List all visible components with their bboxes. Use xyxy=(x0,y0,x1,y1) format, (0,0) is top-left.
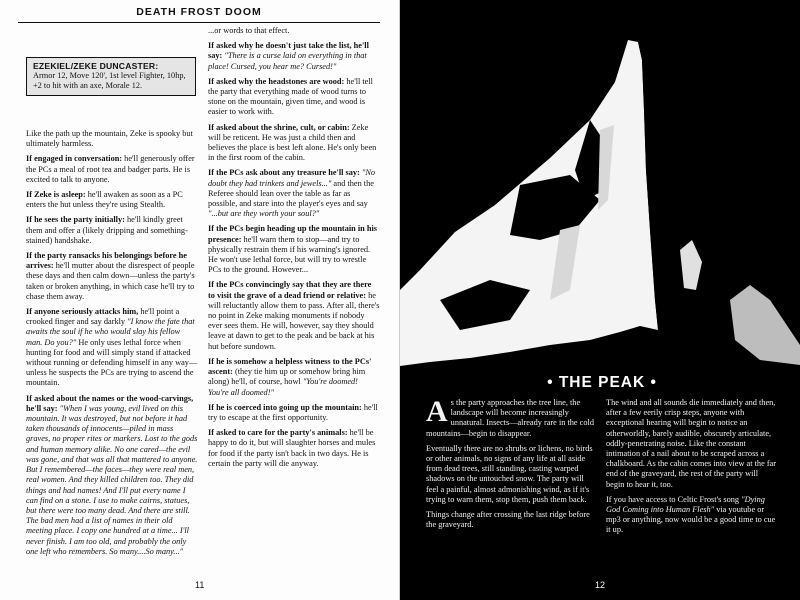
paragraph-lead: If asked why he doesn't just take the list, he'll say: xyxy=(208,41,369,61)
paragraph xyxy=(426,510,594,530)
paragraph xyxy=(26,215,198,246)
paragraph-text: s the party approaches the tree line, the landscape will become increasingly unnatural. Insects—already rare in the cold mountains—begin to disappear. xyxy=(426,398,594,438)
paragraph xyxy=(208,357,380,398)
paragraph-text: The wind and all sounds die immediately and then, after a few eerily crisp steps, anyone with exceptional hearing will begin to notice an otherworldly, barely audible, obscurely articulate, oddly-penetrating noise. Like the constant intimation of a nail about to be scraped across a chalkboard. As the cabin comes into view at the far end of the graveyard, the rest of the party will begin to hear it, too. xyxy=(606,398,777,489)
paragraph xyxy=(208,41,380,72)
paragraph-lead: If Zeke is asleep: xyxy=(26,190,86,200)
paragraph xyxy=(26,394,198,557)
paragraph xyxy=(208,428,380,469)
paragraph xyxy=(208,168,380,219)
paragraph xyxy=(606,495,778,536)
paragraph-lead: If asked to care for the party's animals: xyxy=(208,428,348,438)
paragraph xyxy=(208,26,380,36)
paragraph-lead: If the PCs begin heading up the mountain in his presence: xyxy=(208,224,377,244)
title-dot-right: • xyxy=(645,374,657,391)
paragraph-lead: If anyone seriously attacks him, xyxy=(26,307,139,317)
paragraph-lead: If the party ransacks his belongings before he arrives: xyxy=(26,251,187,271)
paragraph-lead: If he is coerced into going up the mountain: xyxy=(208,402,362,412)
paragraph-lead: If the PCs ask about any treasure he'll say: xyxy=(208,168,360,178)
quote: "When I was young, evil lived on this mountain. It was destroyed, but not before it had taken thousands of innocents—piled in mass graves, no proper rites or markers. Lost to the gods and human memory alike. No one cared—the evil was gone, and that was all that mattered to anyone. But I remembered—the faces—they were real men, real women. And they killed children too. They did things and had names! And I'll put every name I can find on a stone. I use to make cairns, statues, but there were too many dead. And there are still. The bad men had a list of names in their old meeting place. I copy one hundred at a time... I'll never finish. I am too old, and probably the only one left who remembers. So many....So many..." xyxy=(26,403,198,556)
paragraph xyxy=(426,444,594,505)
stat-block-stats: Armor 12, Move 120', 1st level Fighter, 10hp, +2 to hit with an axe, Morale 12. xyxy=(33,71,186,90)
paragraph-text: ...or words to that effect. xyxy=(208,26,290,35)
right-column-1 xyxy=(426,395,594,535)
paragraph-lead: If asked about the shrine, cult, or cabin: xyxy=(208,122,350,132)
paragraph-text: he'll warn them to stop—and try to physically restrain them if his warning's ignored. He won't use lethal force, but will try to wrestle PCs to the ground. However... xyxy=(208,234,371,275)
paragraph-text: Like the path up the mountain, Zeke is spooky but ultimately harmless. xyxy=(26,129,193,149)
quote: "I know the fate that awaits the soul if he who would slay his fellow man. Do you?" xyxy=(26,317,195,347)
drop-cap: A xyxy=(426,395,448,428)
paragraph xyxy=(208,123,380,164)
running-head: DEATH FROST DOOM xyxy=(18,6,380,23)
paragraph xyxy=(26,307,198,389)
paragraph-text: and then the Referee should lean over the table as far as possible, and stare into the player's eyes and say xyxy=(208,178,374,209)
paragraph xyxy=(208,224,380,275)
paragraph-text: he'll tell the party that everything made of wood turns to stone on the mountain, given time, and wood is easier to work with. xyxy=(208,76,373,117)
paragraph-text: he'll try to escape at the first opportunity. xyxy=(208,402,378,422)
paragraph-text: he'll kindly greet them and offer a (likely dripping and something-stained) handshake. xyxy=(26,215,188,245)
paragraph-text: he will reluctantly allow them to pass. After all, there's no point in Zeke making monuments if nobody ever sees them. He will, however, say they should leave at dawn to get to the peak and be back at his hut before sundown. xyxy=(208,290,380,351)
page-number-left: 11 xyxy=(195,580,205,590)
quote: "...but are they worth your soul?" xyxy=(208,209,320,219)
paragraph-lead: If he sees the party initially: xyxy=(26,215,125,225)
paragraph xyxy=(208,280,380,351)
section-title-the-peak: • THE PEAK • xyxy=(547,374,657,391)
stat-block-name: EZEKIEL/ZEKE DUNCASTER: xyxy=(33,61,159,71)
paragraph xyxy=(26,190,198,210)
paragraph-text: Eventually there are no shrubs or lichens, no birds or other animals, no signs of any life at all aside from dead trees, still standing, casting warped shadows on the untouched snow. The party will feel a painful, almost admonishing wind, as if it's trying to warn them, stop them, push them back. xyxy=(426,443,593,504)
left-column-2 xyxy=(208,26,380,474)
paragraph-text: Zeke will be reticent. He was just a child then and believes the place is best left alone. He's only been in the first room of the cabin. xyxy=(208,122,377,163)
paragraph-text: If you have access to Celtic Frost's song xyxy=(606,494,742,504)
paragraph-text: He only uses lethal force when hunting for food and will simply stand if attacked without running or defending himself in any way—unless he suspects the PCs are trying to ascend the mountain. xyxy=(26,337,198,388)
paragraph xyxy=(606,398,778,490)
paragraph-lead: If engaged in conversation: xyxy=(26,154,123,164)
paragraph-text: via youtube or mp3 or anything, now would be a good time to cue it up. xyxy=(606,505,776,535)
quote: "You're doomed! You're all doomed!" xyxy=(208,377,358,397)
paragraph xyxy=(426,395,594,439)
paragraph-lead: If asked about the names or the wood-carvings, he'll say: xyxy=(26,393,194,413)
paragraph xyxy=(26,251,198,302)
paragraph-lead: If asked why the headstones are wood: xyxy=(208,76,345,86)
paragraph xyxy=(208,77,380,118)
paragraph-text: Things change after crossing the last ridge before the graveyard. xyxy=(426,510,590,530)
stat-block xyxy=(26,57,196,96)
left-column-1 xyxy=(26,129,198,562)
paragraph-text: he'll be happy to do it, but will slaughter horses and mules for food if the party isn't back in two days. He is certain the party will die anyway. xyxy=(208,428,376,468)
page-number-right: 12 xyxy=(595,580,606,590)
paragraph xyxy=(26,129,198,149)
right-column-2 xyxy=(606,398,778,541)
paragraph-text: he'll awaken as soon as a PC enters the hut unless they're using Stealth. xyxy=(26,190,183,210)
paragraph-text: he'll point a crooked finger and say darkly xyxy=(26,307,180,327)
paragraph-lead: If the PCs convincingly say that they are there to visit the grave of a dead friend or relative: xyxy=(208,280,372,300)
quote: "There is a curse laid on everything in that place! Cursed, you hear me? Cursed!" xyxy=(208,51,367,71)
song-title: "Dying God Coming into Human Flesh" xyxy=(606,494,765,515)
paragraph-text: (they tie him up or somehow bring him along) he'll, of course, howl xyxy=(208,367,366,387)
paragraph xyxy=(208,403,380,423)
paragraph-text: he'll generously offer the PCs a meal of root tea and badger parts. He is excited to talk to anyone. xyxy=(26,154,195,184)
paragraph-lead: If he is somehow a helpless witness to the PCs' ascent: xyxy=(208,356,372,377)
paragraph-text: he'll mutter about the disrespect of people these days and then calm down—unless the party's taken or broken anything, in which case he'll try to chase them away. xyxy=(26,261,195,301)
quote: "No doubt they had trinkets and jewels..." xyxy=(208,168,376,188)
title-dot-left: • xyxy=(547,374,559,391)
paragraph xyxy=(26,154,198,185)
